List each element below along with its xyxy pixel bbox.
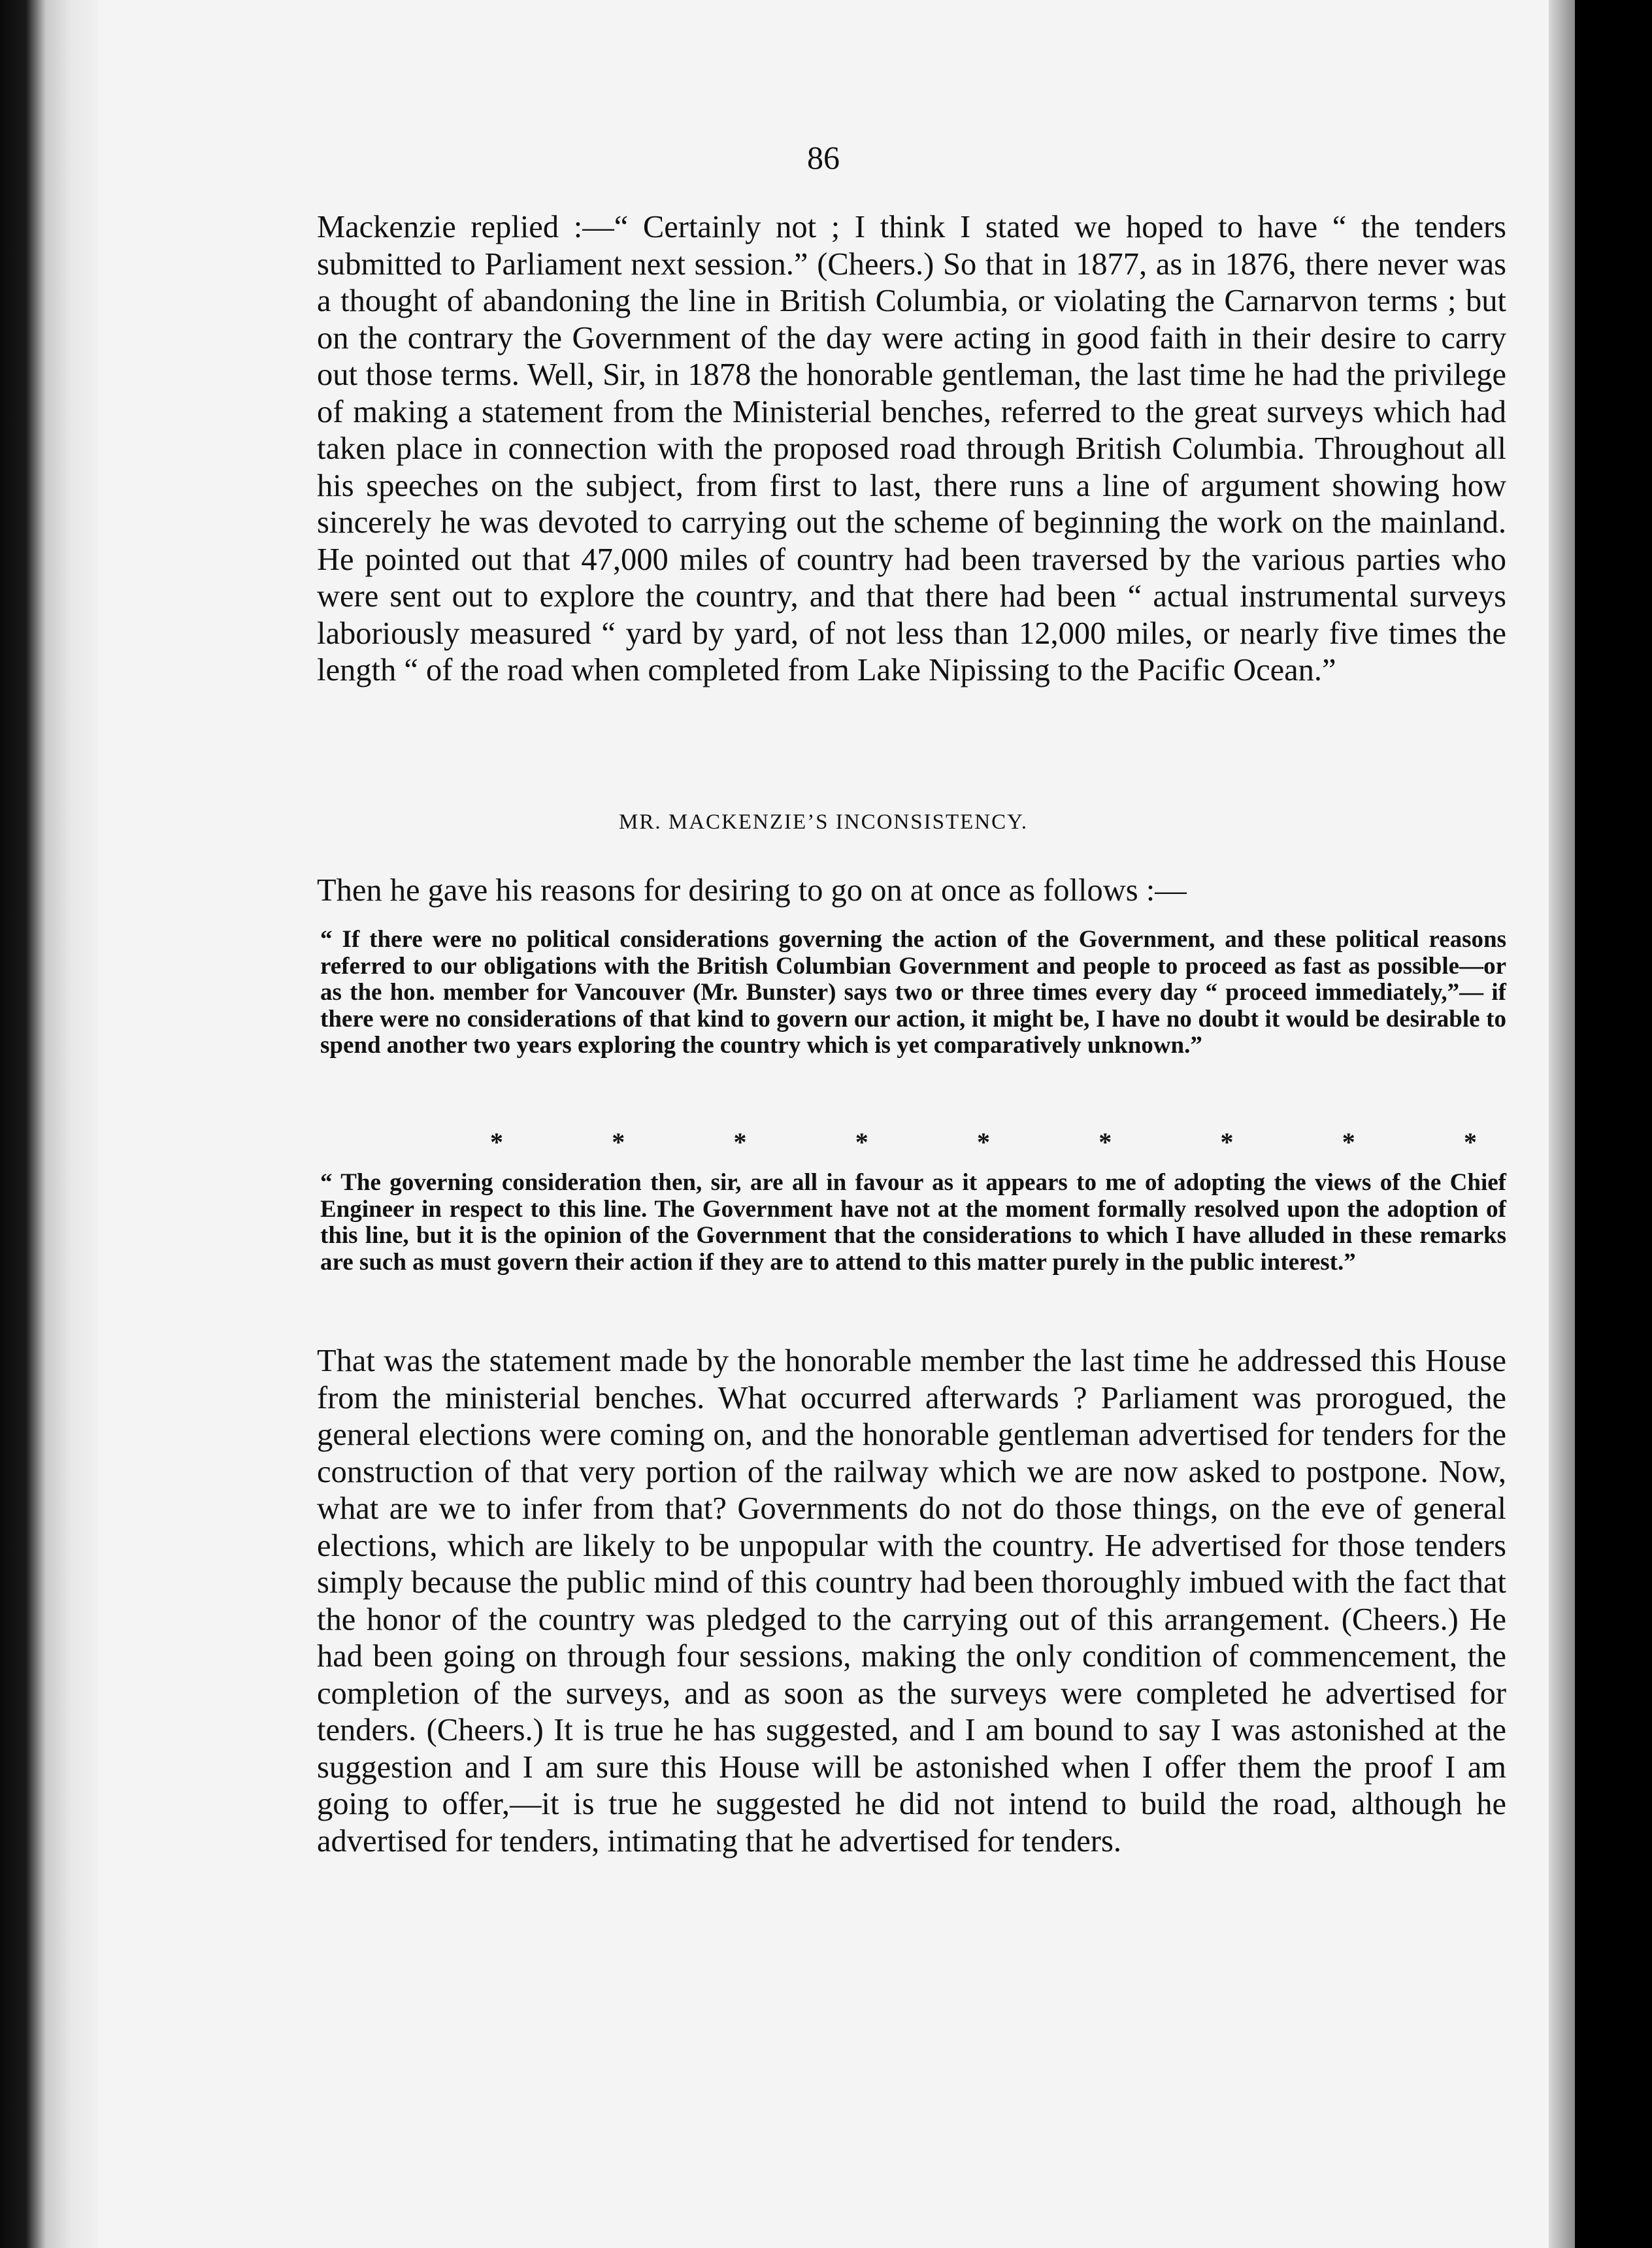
asterisk: * bbox=[490, 1127, 503, 1157]
page-number: 86 bbox=[807, 139, 840, 176]
paragraph-text: Then he gave his reasons for desiring to go on at once as follows :— bbox=[317, 873, 1187, 908]
page-edge-shadow bbox=[1549, 0, 1575, 2248]
book-gutter bbox=[0, 0, 105, 2248]
asterisk: * bbox=[855, 1127, 868, 1157]
asterisk: * bbox=[1220, 1127, 1234, 1157]
body-paragraph-3 bbox=[317, 1343, 1506, 1860]
asterisk: * bbox=[1342, 1127, 1355, 1157]
book-page bbox=[98, 0, 1549, 2248]
scan-border bbox=[1575, 0, 1652, 2248]
asterisk: * bbox=[977, 1127, 990, 1157]
quote-text: “ The governing consideration then, sir, are all in favour as it appears to me of adopting the views of the Chief Engineer in respect to this line. The Government have not at the moment formally resolved upon the adoption of this line, but it is the opinion of the Government that the considerations to which I have alluded in these remarks are such as must govern their action if they are to attend to this matter purely in the public interest.” bbox=[320, 1169, 1506, 1276]
body-paragraph-1 bbox=[317, 209, 1506, 689]
section-heading: MR. MACKENZIE’S INCONSISTENCY. bbox=[619, 810, 1028, 834]
asterisk: * bbox=[1099, 1127, 1112, 1157]
paragraph-text: Mackenzie replied :—“ Certainly not ; I think I stated we hoped to have “ the tenders submitted to Parliament next session.” (Cheers.) So that in 1877, as in 1876, there never was a thought of abandoning the line in British Columbia, or violating the Carnarvon terms ; but on the contrary the Government of the day were acting in good faith in their desire to carry out those terms. Well, Sir, in 1878 the honorable gentleman, the last time he had the privilege of making a statement from the Ministerial benches, referred to the great surveys which had taken place in connection with the proposed road through British Columbia. Throughout all his speeches on the subject, from first to last, there runs a line of argument showing how sincerely he was devoted to carrying out the scheme of beginning the work on the mainland. He pointed out that 47,000 miles of country had been traversed by the various parties who were sent out to explore the country, and that there had been “ actual instrumental surveys laboriously measured “ yard by yard, of not less than 12,000 miles, or nearly five times the length “ of the road when completed from Lake Nipissing to the Pacific Ocean.” bbox=[317, 210, 1506, 687]
quote-text: “ If there were no political considerations governing the action of the Government, and these political reasons referred to our obligations with the British Columbian Government and people to proceed as fast as possible—or as the hon. member for Vancouver (Mr. Bunster) says two or three times every day “ proceed immediately,”— if there were no considerations of that kind to govern our action, it might be, I have no doubt it would be desirable to spend another two years exploring the country which is yet comparatively unknown.” bbox=[320, 926, 1506, 1059]
block-quote-1 bbox=[320, 927, 1506, 1059]
asterisk: * bbox=[612, 1127, 625, 1157]
asterisk: * bbox=[733, 1127, 747, 1157]
block-quote-2 bbox=[320, 1170, 1506, 1276]
body-paragraph-2 bbox=[317, 872, 1506, 910]
asterisk-separator bbox=[490, 1127, 1477, 1157]
paragraph-text: That was the statement made by the honorable member the last time he addressed this House from the ministerial benches. What occurred afterwards ? Parliament was prorogued, the general elections were coming on, and the honorable gentleman advertised for tenders for the construction of that very portion of the railway which we are now asked to postpone. Now, what are we to infer from that? Governments do not do those things, on the eve of general elections, which are likely to be unpopular with the country. He advertised for those tenders simply because the public mind of this country had been thoroughly imbued with the fact that the honor of the country was pledged to the carrying out of this arrangement. (Cheers.) He had been going on through four sessions, making the only condition of commencement, the completion of the surveys, and as soon as the surveys were completed he advertised for tenders. (Cheers.) It is true he has suggested, and I am bound to say I was astonished at the suggestion and I am sure this House will be astonished when I offer them the proof I am going to offer,—it is true he suggested he did not intend to build the road, although he advertised for tenders, intimating that he advertised for tenders. bbox=[317, 1344, 1506, 1859]
asterisk: * bbox=[1464, 1127, 1477, 1157]
